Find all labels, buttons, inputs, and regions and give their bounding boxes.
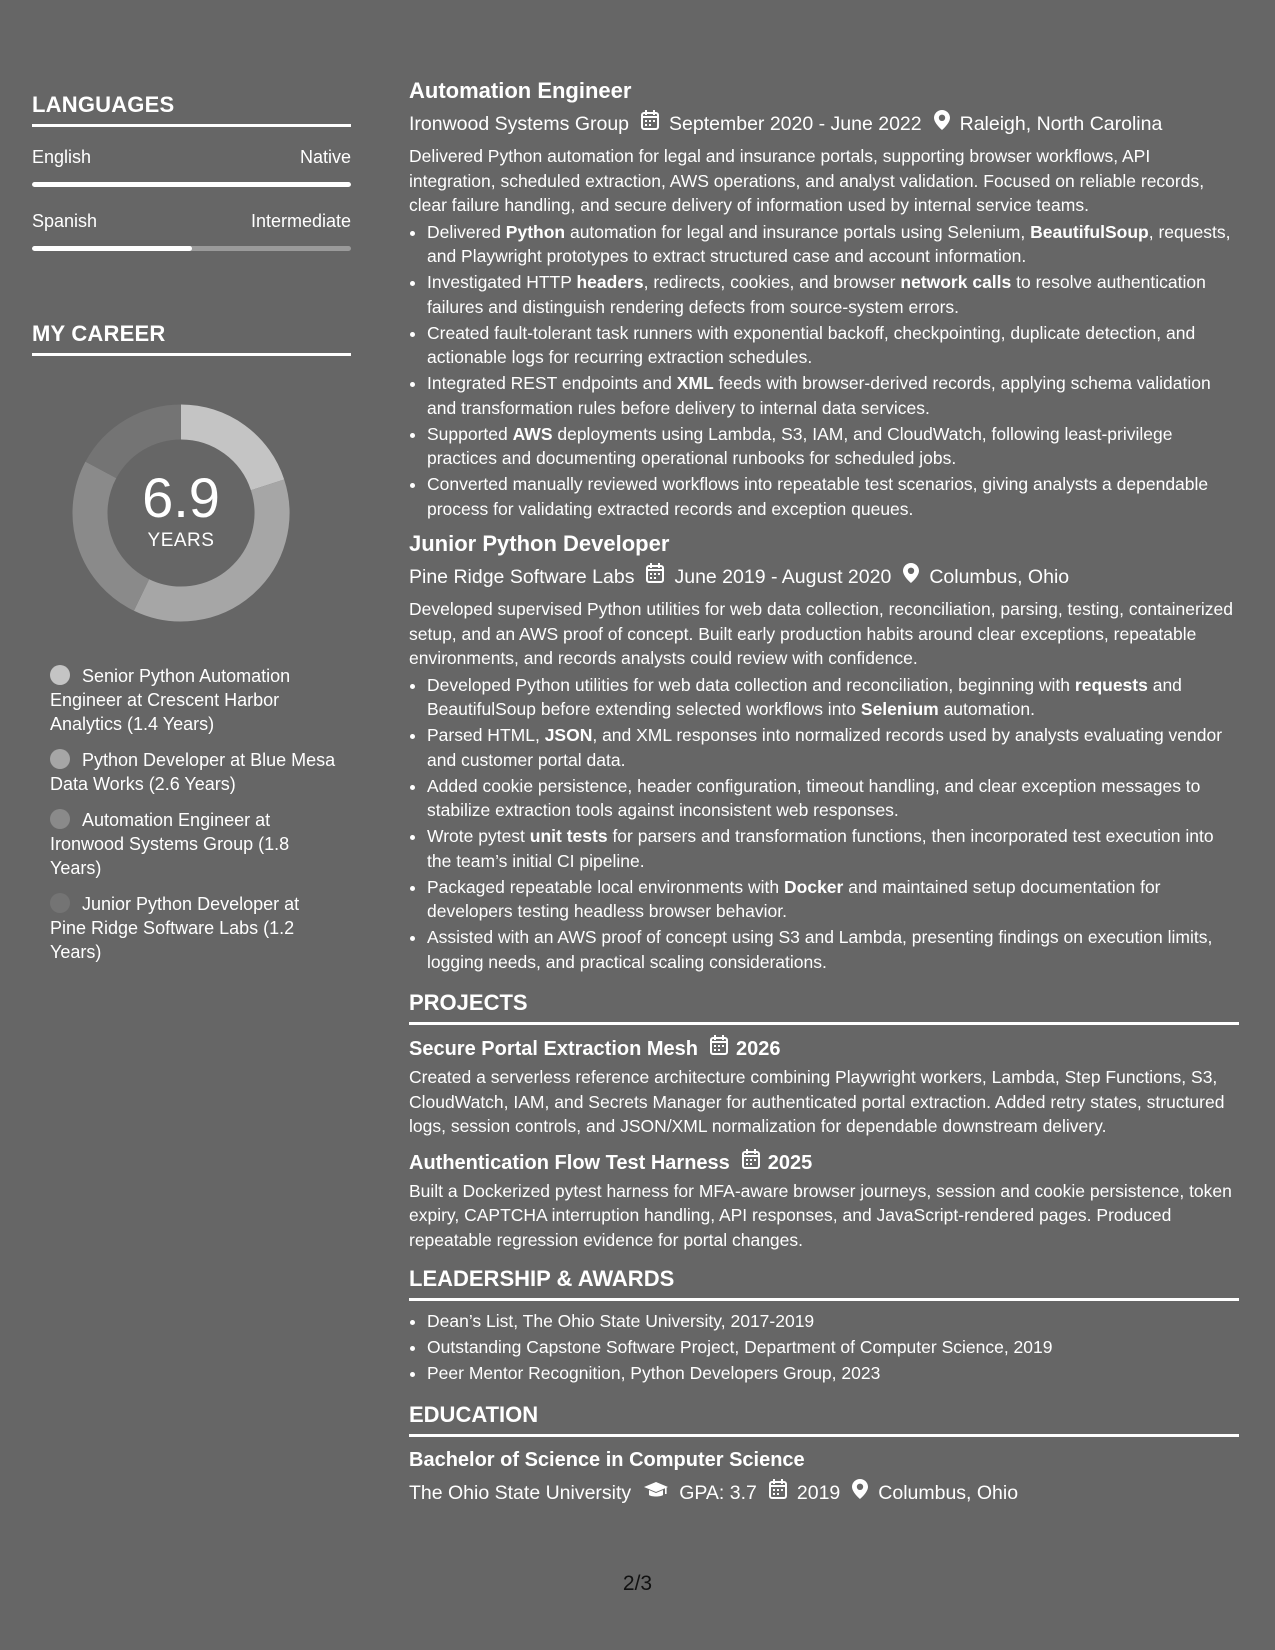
career-legend	[50, 664, 340, 964]
bullet-item: • Delivered Python automation for legal and insurance portals using Selenium, BeautifulSoup, requests, and Playwright prototypes to extract structured case and account information.	[427, 220, 1239, 269]
legend-dot	[50, 665, 70, 685]
job-bullets	[409, 673, 1239, 975]
language-proficiency-fill	[32, 246, 192, 251]
company-name: Ironwood Systems Group	[409, 113, 630, 135]
legend-label: Junior Python Developer at Pine Ridge Software Labs (1.2 Years)	[50, 894, 300, 962]
legend-item	[50, 808, 340, 880]
legend-dot	[50, 749, 70, 769]
project-description: Built a Dockerized pytest harness for MFA-aware browser journeys, session and cookie persistence, token expiry, CAPTCHA interruption handling, API responses, and JavaScript-rendered pages. Produced repeatable regression evidence for portal changes.	[409, 1180, 1232, 1250]
language-level: Native	[299, 147, 351, 167]
bullet-item: • Created fault-tolerant task runners with exponential backoff, checkpointing, duplicate detection, and actionable logs for recurring extraction schedules.	[427, 321, 1239, 370]
bullet-item: • Integrated REST endpoints and XML feeds with browser-derived records, applying schema validation and transformation rules before delivery to internal data services.	[427, 371, 1239, 420]
legend-label: Senior Python Automation Engineer at Crescent Harbor Analytics (1.4 Years)	[50, 666, 291, 734]
project-item	[409, 1035, 1239, 1139]
legend-label: Python Developer at Blue Mesa Data Works (2.6 Years)	[50, 750, 336, 794]
language-proficiency-bar	[32, 246, 351, 251]
bullet-item: • Supported AWS deployments using Lambda, S3, IAM, and CloudWatch, following least-privilege practices and documenting operational runbooks for scheduled jobs.	[427, 422, 1239, 471]
project-item	[409, 1149, 1239, 1253]
legend-label: Automation Engineer at Ironwood Systems Group (1.8 Years)	[50, 810, 290, 878]
job-title: Automation Engineer	[409, 78, 632, 103]
calendar-icon	[641, 110, 659, 138]
job-meta	[409, 563, 1239, 591]
job-dates: September 2020 - June 2022	[669, 113, 922, 135]
award-item: • Outstanding Capstone Software Project, Department of Computer Science, 2019	[427, 1335, 1239, 1360]
legend-dot	[50, 809, 70, 829]
job-entry	[409, 76, 1239, 521]
award-item: • Dean’s List, The Ohio State University, 2017-2019	[427, 1309, 1239, 1334]
career-section	[32, 321, 351, 964]
location-pin-icon	[852, 1479, 868, 1507]
project-title: Secure Portal Extraction Mesh	[409, 1038, 698, 1060]
job-location: Columbus, Ohio	[929, 566, 1070, 588]
legend-item	[50, 748, 340, 796]
job-meta	[409, 110, 1239, 138]
company-name: Pine Ridge Software Labs	[409, 566, 635, 588]
language-name: Spanish	[32, 211, 98, 231]
award-item: • Peer Mentor Recognition, Python Developers Group, 2023	[427, 1361, 1239, 1386]
education-meta	[409, 1479, 1239, 1507]
graduation-cap-icon	[643, 1479, 669, 1507]
education-section	[409, 1402, 1239, 1507]
job-entry	[409, 529, 1239, 974]
language-proficiency-bar	[32, 182, 351, 187]
job-location: Raleigh, North Carolina	[959, 113, 1163, 135]
location-pin-icon	[903, 563, 919, 591]
education-location: Columbus, Ohio	[878, 1481, 1019, 1504]
calendar-icon	[742, 1149, 760, 1177]
bullet-item: • Developed Python utilities for web data collection and reconciliation, beginning with requests and BeautifulSoup before extending selected workflows into Selenium automation.	[427, 673, 1239, 722]
gpa: GPA: 3.7	[679, 1481, 757, 1504]
legend-item	[50, 664, 340, 736]
career-total-years: 6.9	[142, 466, 220, 529]
job-summary: Delivered Python automation for legal and insurance portals, supporting browser workflows, API integration, scheduled extraction, AWS operations, and analyst validation. Focused on reliable records, clear failure handling, and secure delivery of information used by internal service teams.	[409, 146, 1205, 215]
awards-heading: LEADERSHIP & AWARDS	[409, 1266, 1239, 1301]
project-title: Authentication Flow Test Harness	[409, 1151, 730, 1174]
project-year: 2025	[767, 1151, 813, 1174]
job-summary: Developed supervised Python utilities for web data collection, reconciliation, parsing, testing, containerized setup, and an AWS proof of concept. Built early production habits around clear exceptions, repeatable environments, and records analysts could review with confidence.	[409, 599, 1233, 668]
sidebar	[32, 92, 351, 976]
graduation-year: 2019	[796, 1481, 841, 1504]
bullet-item: • Added cookie persistence, header configuration, timeout handling, and clear exception messages to stabilize extraction tools against inconsistent web responses.	[427, 774, 1239, 823]
calendar-icon	[646, 563, 664, 591]
legend-item	[50, 892, 340, 964]
career-heading: MY CAREER	[32, 321, 351, 356]
school-name: The Ohio State University	[409, 1481, 632, 1504]
calendar-icon	[769, 1479, 787, 1507]
awards-section	[409, 1266, 1239, 1386]
language-level: Intermediate	[250, 211, 351, 231]
project-year: 2026	[735, 1038, 781, 1060]
language-proficiency-fill	[32, 182, 351, 187]
page-number: 2/3	[622, 1572, 653, 1595]
bullet-item: • Wrote pytest unit tests for parsers and transformation functions, then incorporated test execution into the team’s initial CI pipeline.	[427, 824, 1239, 873]
projects-heading: PROJECTS	[409, 990, 1239, 1025]
job-bullets	[409, 220, 1239, 522]
career-years-label: YEARS	[147, 530, 215, 551]
languages-section	[32, 92, 351, 251]
job-dates: June 2019 - August 2020	[674, 566, 892, 588]
awards-list	[409, 1309, 1239, 1386]
degree-title: Bachelor of Science in Computer Science	[409, 1448, 805, 1471]
education-heading: EDUCATION	[409, 1402, 1239, 1437]
bullet-item: • Investigated HTTP headers, redirects, cookies, and browser network calls to resolve authentication failures and distinguish rendering defects from source-system errors.	[427, 270, 1239, 319]
bullet-item: • Packaged repeatable local environments with Docker and maintained setup documentation for developers testing headless browser behavior.	[427, 875, 1239, 924]
language-item	[32, 211, 351, 251]
projects-section	[409, 990, 1239, 1252]
language-item	[32, 147, 351, 187]
calendar-icon	[710, 1035, 728, 1063]
main-column	[409, 76, 1239, 1507]
career-donut-chart	[66, 398, 296, 628]
languages-heading: LANGUAGES	[32, 92, 351, 127]
bullet-item: • Assisted with an AWS proof of concept using S3 and Lambda, presenting findings on execution limits, logging needs, and practical scaling considerations.	[427, 925, 1239, 974]
job-title: Junior Python Developer	[409, 531, 670, 556]
project-description: Created a serverless reference architecture combining Playwright workers, Lambda, Step Functions, S3, CloudWatch, IAM, and Secrets Manager for authenticated portal extraction. Added retry states, structured logs, session controls, and JSON/XML normalization for dependable downstream delivery.	[409, 1067, 1225, 1136]
bullet-item: • Parsed HTML, JSON, and XML responses into normalized records used by analysts evaluating vendor and customer portal data.	[427, 723, 1239, 772]
location-pin-icon	[934, 110, 950, 138]
legend-dot	[50, 893, 70, 913]
bullet-item: • Converted manually reviewed workflows into repeatable test scenarios, giving analysts a dependable process for validating extracted records and exception queues.	[427, 472, 1239, 521]
language-name: English	[32, 147, 92, 167]
